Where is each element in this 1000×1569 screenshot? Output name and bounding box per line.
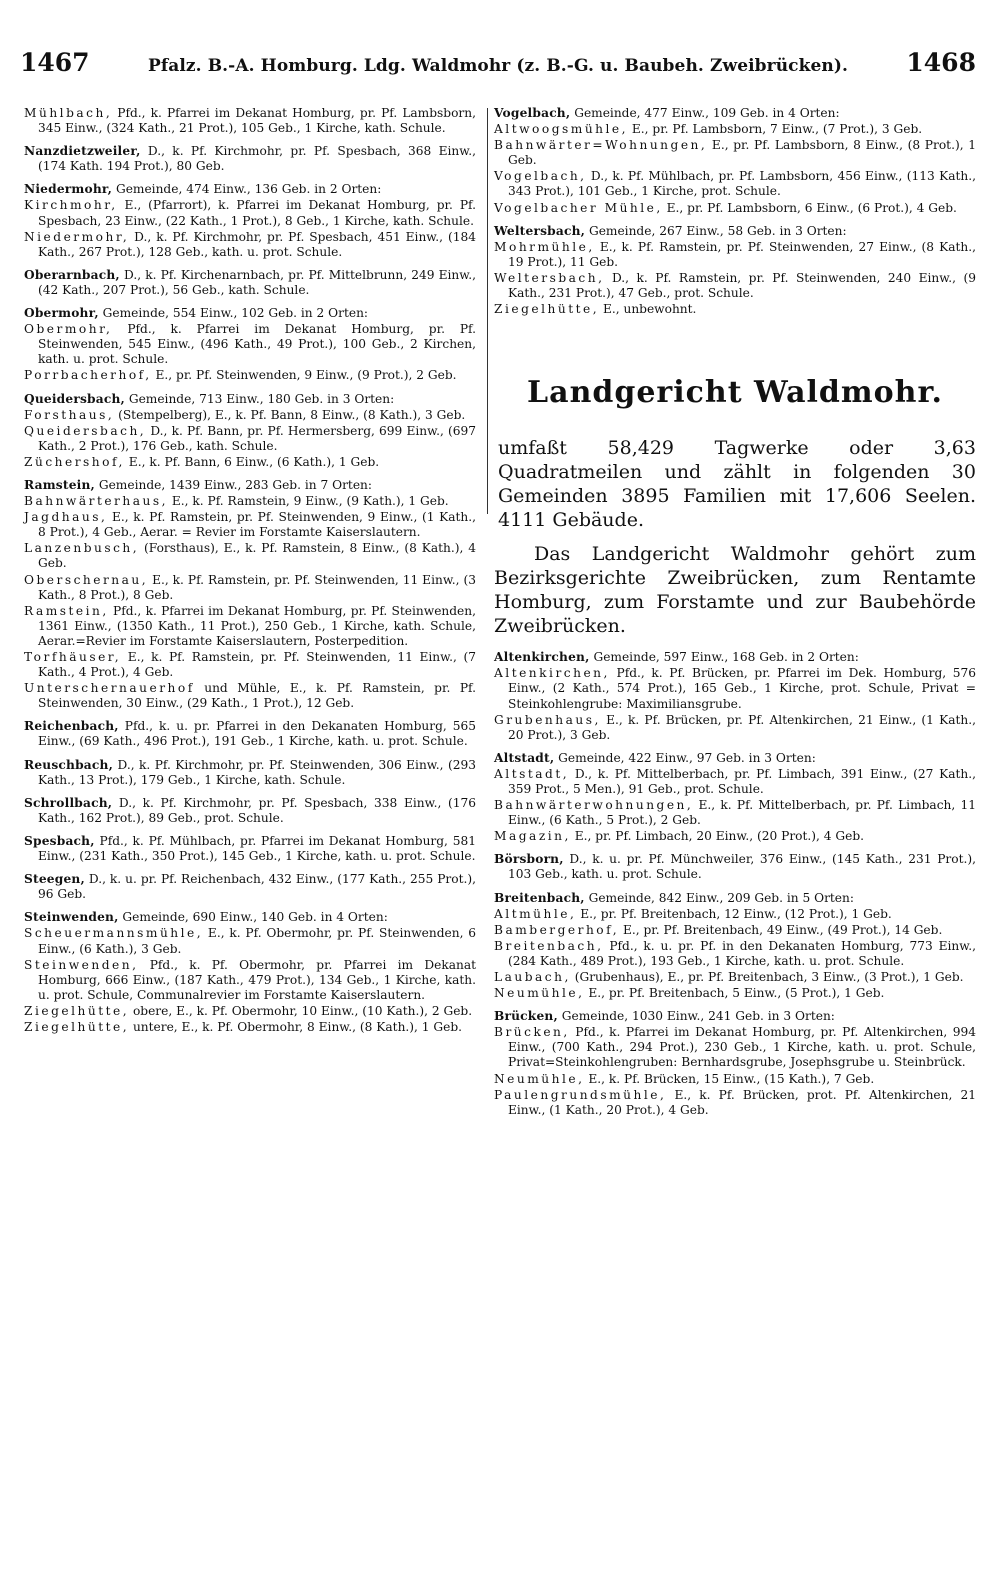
- entry-text: Pfd., k. Pf. Brücken, pr. Pfarrei im Dek. Homburg, 576 Einw., (2 Kath., 574 Prot.), 165 Geb., 1 Kirche, prot. Schule, Privat = Steinkohlengrube: Maximiliansgrube.: [508, 666, 976, 711]
- entry-headword: Mühlbach,: [24, 106, 113, 120]
- entry-text: E., pr. Pf. Breitenbach, 49 Einw., (49 Prot.), 14 Geb.: [619, 922, 943, 937]
- ort-entry: [494, 302, 976, 317]
- entry-text: D., k. u. pr. Pf. Reichenbach, 432 Einw., (177 Kath., 255 Prot.), 96 Geb.: [38, 872, 476, 902]
- entry-headword: Kirchmohr,: [24, 198, 118, 213]
- gemeinde-entry: [24, 268, 476, 298]
- entry-text: E., k. Pf. Ramstein, 9 Einw., (9 Kath.), 1 Geb.: [167, 494, 449, 509]
- ort-entry: [494, 986, 976, 1001]
- entry-headword: Breitenbach,: [494, 938, 604, 953]
- entry-text: E., k. Pf. Ramstein, pr. Pf. Steinwenden, 11 Einw., (7 Kath., 4 Prot.), 4 Geb.: [38, 650, 476, 680]
- entry-text: E., k. Pf. Brücken, 15 Einw., (15 Kath.), 7 Geb.: [584, 1071, 875, 1086]
- entry-text: Gemeinde, 477 Einw., 109 Geb. in 4 Orten:: [570, 106, 840, 120]
- entry-text: Pfd., k. Pf. Mühlbach, pr. Pfarrei im Dekanat Homburg, 581 Einw., (231 Kath., 350 Prot.), 145 Geb., 1 Kirche, kath. u. prot. Schule.: [38, 833, 476, 864]
- gemeinde-entry: [24, 910, 476, 925]
- entry-text: D., k. Pf. Kirchmohr, pr. Pf. Spesbach, 368 Einw., (174 Kath. 194 Prot.), 80 Geb.: [38, 144, 476, 174]
- entry-headword: Mohrmühle,: [494, 239, 595, 254]
- entry-headword: Porrbacherhof,: [24, 368, 152, 383]
- ort-entry: [24, 650, 476, 680]
- ort-entry: [24, 958, 476, 1003]
- ort-entry: [494, 1025, 976, 1070]
- gemeinde-entry: [24, 306, 476, 321]
- entry-headword: Niedermohr,: [24, 182, 113, 197]
- entry-headword: Grubenhaus,: [494, 712, 601, 727]
- gemeinde-entry: [494, 751, 976, 766]
- entry-headword: Steegen,: [24, 872, 85, 887]
- entry-headword: Torfhäuser,: [24, 650, 122, 664]
- entry-headword: Vogelbach,: [494, 169, 587, 184]
- entry-text: E., k. Pf. Brücken, pr. Pf. Altenkirchen, 21 Einw., (1 Kath., 20 Prot.), 3 Geb.: [508, 712, 976, 742]
- entry-headword: Forsthaus,: [24, 407, 115, 422]
- gemeinde-entry: [24, 719, 476, 749]
- ort-entry: [494, 907, 976, 922]
- ort-entry: [24, 322, 476, 367]
- entry-headword: Ziegelhütte,: [24, 1003, 130, 1018]
- entry-text: D., k. Pf. Bann, pr. Pf. Hermersberg, 699 Einw., (697 Kath., 2 Prot.), 176 Geb., kath. Schule.: [38, 423, 476, 453]
- entry-headword: Bambergerhof,: [494, 922, 620, 937]
- entry-text: Pfd., k. u. pr. Pf. in den Dekanaten Homburg, 773 Einw., (284 Kath., 489 Prot.), 193 Geb., 1 Kirche, kath. u. prot. Schule.: [508, 938, 976, 968]
- intro-paragraph-1: umfaßt 58,429 Tagwerke oder 3,63 Quadratmeilen und zählt in folgenden 30 Gemeinden 3895 Familien mit 17,606 Seelen. 4111 Gebäude.: [498, 437, 976, 532]
- entry-text: D., k. u. pr. Pf. Münchweiler, 376 Einw., (145 Kath., 231 Prot.), 103 Geb., kath. u. prot. Schule.: [508, 852, 976, 882]
- entry-text: untere, E., k. Pf. Obermohr, 8 Einw., (8 Kath.), 1 Geb.: [129, 1019, 463, 1034]
- ort-entry: [494, 666, 976, 711]
- entry-headword: Queidersbach,: [24, 423, 147, 438]
- entry-text: Gemeinde, 422 Einw., 97 Geb. in 3 Orten:: [554, 750, 816, 765]
- gemeinde-entry: [24, 834, 476, 864]
- gemeinde-entry: [494, 224, 976, 239]
- gemeinde-entry: [494, 106, 976, 121]
- entry-headword: Unterschernauerhof: [24, 681, 195, 696]
- entry-text: E., k. Pf. Obermohr, pr. Pf. Steinwenden, 6 Einw., (6 Kath.), 3 Geb.: [38, 926, 476, 956]
- entry-headword: Ziegelhütte,: [494, 302, 600, 317]
- entry-headword: Paulengrundsmühle,: [494, 1087, 667, 1102]
- ort-entry: [24, 408, 476, 423]
- ort-entry: [24, 455, 476, 470]
- entry-text: E., k. Pf. Mittelberbach, pr. Pf. Limbach, 11 Einw., (6 Kath., 5 Prot.), 2 Geb.: [508, 798, 976, 828]
- entry-headword: Weltersbach,: [494, 223, 586, 238]
- entry-text: E., pr. Pf. Breitenbach, 12 Einw., (12 Prot.), 1 Geb.: [576, 906, 892, 921]
- entry-headword: Brücken,: [494, 1025, 570, 1040]
- gemeinde-entry: [24, 872, 476, 902]
- entry-text: Pfd., k. Pfarrei im Dekanat Homburg, pr. Pf. Lambsborn, 345 Einw., (324 Kath., 21 Prot.), 105 Geb., 1 Kirche, kath. Schule.: [38, 106, 476, 136]
- entry-headword: Lanzenbusch,: [24, 541, 140, 556]
- entry-headword: Altenkirchen,: [494, 650, 590, 665]
- entry-text: Pfd., k. u. pr. Pfarrei in den Dekanaten Homburg, 565 Einw., (69 Kath., 496 Prot.), 191 Geb., 1 Kirche, kath. u. prot. Schule.: [38, 719, 476, 749]
- entry-text: E., pr. Pf. Steinwenden, 9 Einw., (9 Prot.), 2 Geb.: [151, 368, 457, 383]
- entry-headword: Neumühle,: [494, 1071, 585, 1086]
- entry-text: Gemeinde, 842 Einw., 209 Geb. in 5 Orten:: [584, 890, 854, 905]
- entry-headword: Jagdhaus,: [24, 510, 108, 525]
- page-number-left: 1467: [20, 48, 90, 77]
- section-intro: [494, 436, 976, 638]
- entry-headword: Obermohr,: [24, 322, 113, 337]
- entry-text: Gemeinde, 690 Einw., 140 Geb. in 4 Orten:: [118, 910, 388, 925]
- entry-text: obere, E., k. Pf. Obermohr, 10 Einw., (10 Kath.), 2 Geb.: [129, 1003, 473, 1018]
- entry-text: Gemeinde, 597 Einw., 168 Geb. in 2 Orten:: [589, 650, 859, 665]
- gemeinde-entry: [24, 144, 476, 174]
- entry-text: D., k. Pf. Kirchmohr, pr. Pf. Spesbach, 338 Einw., (176 Kath., 162 Prot.), 89 Geb., prot. Schule.: [38, 795, 476, 825]
- entry-headword: Oberschernau,: [24, 572, 149, 587]
- ort-entry: [24, 106, 476, 136]
- ort-entry: [24, 198, 476, 228]
- entry-text: (Grubenhaus), E., pr. Pf. Breitenbach, 3 Einw., (3 Prot.), 1 Geb.: [570, 970, 964, 984]
- entry-text: Gemeinde, 554 Einw., 102 Geb. in 2 Orten:: [98, 306, 369, 321]
- entry-headword: Nanzdietzweiler,: [24, 144, 141, 159]
- entry-text: Pfd., k. Pfarrei im Dekanat Homburg, pr. Pf. Altenkirchen, 994 Einw., (700 Kath., 294 Prot.), 230 Geb., 1 Kirche, kath. u. prot. Schule, Privat=Steinkohlengruben: Bernhardsgrube, Josephsgrube u. Steinbrück.: [508, 1025, 976, 1070]
- entry-headword: Altenkirchen,: [494, 666, 610, 681]
- entry-text: Gemeinde, 1030 Einw., 241 Geb. in 3 Orten:: [557, 1009, 835, 1024]
- entry-headword: Ramstein,: [24, 477, 95, 492]
- ort-entry: [24, 926, 476, 956]
- entry-text: Gemeinde, 713 Einw., 180 Geb. in 3 Orten:: [124, 391, 395, 406]
- entry-headword: Spesbach,: [24, 833, 95, 848]
- entry-text: E., (Pfarrort), k. Pfarrei im Dekanat Homburg, pr. Pf. Spesbach, 23 Einw., (22 Kath., 1 Prot.), 8 Geb., 1 Kirche, kath. Schule.: [38, 198, 476, 228]
- entry-headword: Oberarnbach,: [24, 267, 120, 282]
- entry-text: Gemeinde, 1439 Einw., 283 Geb. in 7 Orten:: [94, 477, 372, 492]
- entry-text: E., pr. Pf. Limbach, 20 Einw., (20 Prot.), 4 Geb.: [570, 829, 865, 844]
- entry-headword: Altwoogsmühle,: [494, 122, 628, 137]
- entry-text: D., k. Pf. Kirchmohr, pr. Pf. Steinwenden, 306 Einw., (293 Kath., 13 Prot.), 179 Geb., 1 Kirche, kath. Schule.: [38, 757, 476, 787]
- entry-headword: Altstadt,: [494, 750, 555, 765]
- entry-text: E., k. Pf. Bann, 6 Einw., (6 Kath.), 1 Geb.: [124, 454, 380, 469]
- entry-headword: Reichenbach,: [24, 719, 119, 734]
- entry-headword: Vogelbach,: [494, 106, 571, 120]
- entry-headword: Laubach,: [494, 970, 571, 984]
- entry-text: E., k. Pf. Ramstein, pr. Pf. Steinwenden, 9 Einw., (1 Kath., 8 Prot.), 4 Geb., Aerar. = Revier im Forstamte Kaiserslautern.: [38, 510, 476, 540]
- entry-text: D., k. Pf. Kirchenarnbach, pr. Pf. Mittelbrunn, 249 Einw., (42 Kath., 207 Prot.), 56 Geb., kath. Schule.: [38, 267, 476, 297]
- entry-headword: Reuschbach,: [24, 757, 114, 772]
- gemeinde-entry: [24, 392, 476, 407]
- ort-entry: [494, 829, 976, 844]
- ort-entry: [494, 970, 976, 985]
- gemeinde-entry: [24, 796, 476, 826]
- ort-entry: [494, 713, 976, 743]
- entry-text: E., pr. Pf. Lambsborn, 7 Einw., (7 Prot.), 3 Geb.: [628, 122, 923, 137]
- entry-text: D., k. Pf. Ramstein, pr. Pf. Steinwenden, 240 Einw., (9 Kath., 231 Prot.), 47 Geb., prot. Schule.: [508, 270, 976, 301]
- section-title: Landgericht Waldmohr.: [527, 375, 943, 411]
- ort-entry: [494, 201, 976, 216]
- entry-headword: Breitenbach,: [494, 890, 585, 905]
- entry-text: Gemeinde, 474 Einw., 136 Geb. in 2 Orten:: [112, 182, 382, 197]
- entry-text: Pfd., k. Pfarrei im Dekanat Homburg, pr. Pf. Steinwenden, 1361 Einw., (1350 Kath., 11 Prot.), 250 Geb., 1 Kirche, kath. Schule, Aerar.=Revier im Forstamte Kaiserslautern, Posterpedition.: [38, 603, 476, 648]
- page-number-right: 1468: [906, 48, 976, 77]
- entry-headword: Börsborn,: [494, 852, 564, 867]
- entry-text: Pfd., k. Pf. Obermohr, pr. Pfarrei im Dekanat Homburg, 666 Einw., (187 Kath., 479 Prot.), 134 Geb., 1 Kirche, kath. u. prot. Schule, Communalrevier im Forstamte Kaiserslautern.: [38, 957, 476, 1002]
- entry-text: und Mühle, E., k. Pf. Ramstein, pr. Pf. Steinwenden, 30 Einw., (29 Kath., 1 Prot.), 12 Geb.: [38, 681, 476, 711]
- entry-text: E., pr. Pf. Lambsborn, 8 Einw., (8 Prot.), 1 Geb.: [508, 138, 976, 168]
- ort-entry: [24, 573, 476, 603]
- ort-entry: [24, 510, 476, 540]
- entry-text: Gemeinde, 267 Einw., 58 Geb. in 3 Orten:: [585, 223, 847, 238]
- ort-entry: [494, 923, 976, 938]
- entry-text: Pfd., k. Pfarrei im Dekanat Homburg, pr. Pf. Steinwenden, 545 Einw., (496 Kath., 49 Prot.), 100 Geb., 2 Kirchen, kath. u. prot. Schule.: [38, 322, 476, 367]
- entry-headword: Züchershof,: [24, 454, 125, 469]
- entry-headword: Brücken,: [494, 1009, 558, 1024]
- entry-headword: Ziegelhütte,: [24, 1019, 130, 1034]
- gemeinde-entry: [24, 182, 476, 197]
- entry-text: E., k. Pf. Brücken, prot. Pf. Altenkirchen, 21 Einw., (1 Kath., 20 Prot.), 4 Geb.: [508, 1087, 976, 1117]
- ort-entry: [24, 681, 476, 711]
- entry-text: E., k. Pf. Ramstein, pr. Pf. Steinwenden, 11 Einw., (3 Kath., 8 Prot.), 8 Geb.: [38, 572, 476, 602]
- right-column: [494, 106, 976, 1119]
- ort-entry: [24, 424, 476, 454]
- entry-headword: Steinwenden,: [24, 957, 139, 972]
- ort-entry: [494, 122, 976, 137]
- ort-entry: [494, 138, 976, 168]
- entry-headword: Queidersbach,: [24, 391, 125, 406]
- entry-headword: Magazin,: [494, 829, 571, 844]
- entry-headword: Vogelbacher Mühle,: [494, 200, 663, 215]
- gemeinde-entry: [24, 758, 476, 788]
- ort-entry: [24, 494, 476, 509]
- ort-entry: [24, 1020, 476, 1035]
- gemeinde-entry: [494, 650, 976, 665]
- right-column-bottom-entries: [494, 650, 976, 1118]
- ort-entry: [494, 271, 976, 301]
- gemeinde-entry: [494, 852, 976, 882]
- entry-text: D., k. Pf. Mühlbach, pr. Pf. Lambsborn, 456 Einw., (113 Kath., 343 Prot.), 101 Geb., 1 Kirche, prot. Schule.: [508, 169, 976, 199]
- ort-entry: [24, 604, 476, 649]
- running-title: Pfalz. B.-A. Homburg. Ldg. Waldmohr (z. B.-G. u. Baubeh. Zweibrücken).: [147, 56, 849, 76]
- ort-entry: [494, 939, 976, 969]
- entry-headword: Obermohr,: [24, 306, 99, 321]
- running-head: [20, 48, 976, 88]
- ort-entry: [24, 230, 476, 260]
- entry-headword: Bahnwärterhaus,: [24, 494, 168, 509]
- entry-headword: Steinwenden,: [24, 910, 119, 925]
- entry-headword: Altstadt,: [494, 766, 570, 781]
- entry-headword: Niedermohr,: [24, 229, 130, 244]
- entry-text: E., pr. Pf. Lambsborn, 6 Einw., (6 Prot.), 4 Geb.: [662, 200, 957, 215]
- entry-headword: Ramstein,: [24, 603, 109, 618]
- entry-headword: Schrollbach,: [24, 795, 113, 810]
- gemeinde-entry: [494, 891, 976, 906]
- entry-text: (Stempelberg), E., k. Pf. Bann, 8 Einw., (8 Kath.), 3 Geb.: [114, 407, 466, 422]
- entry-headword: Neumühle,: [494, 986, 585, 1001]
- column-divider: [487, 108, 488, 514]
- ort-entry: [494, 240, 976, 270]
- entry-headword: Altmühle,: [494, 906, 577, 921]
- gemeinde-entry: [24, 478, 476, 493]
- left-column: [24, 106, 476, 1036]
- entry-headword: Bahnwärterwohnungen,: [494, 798, 694, 813]
- intro-paragraph-2: Das Landgericht Waldmohr gehört zum Bezirksgerichte Zweibrücken, zum Rentamte Homburg, zum Forstamte und zur Baubehörde Zweibrücken.: [494, 543, 976, 638]
- entry-text: D., k. Pf. Kirchmohr, pr. Pf. Spesbach, 451 Einw., (184 Kath., 267 Prot.), 128 Geb., kath. u. prot. Schule.: [38, 229, 476, 259]
- right-column-top-entries: [494, 106, 976, 317]
- gemeinde-entry: [494, 1009, 976, 1024]
- entry-headword: Scheuermannsmühle,: [24, 926, 204, 941]
- entry-text: (Forsthaus), E., k. Pf. Ramstein, 8 Einw., (8 Kath.), 4 Geb.: [38, 541, 476, 571]
- ort-entry: [24, 368, 476, 383]
- ort-entry: [494, 1088, 976, 1118]
- ort-entry: [494, 798, 976, 828]
- ort-entry: [24, 1004, 476, 1019]
- entry-text: D., k. Pf. Mittelberbach, pr. Pf. Limbach, 391 Einw., (27 Kath., 359 Prot., 5 Men.), 91 Geb., prot. Schule.: [508, 766, 976, 796]
- ort-entry: [24, 541, 476, 571]
- entry-text: E., unbewohnt.: [599, 302, 697, 317]
- entry-text: E., pr. Pf. Breitenbach, 5 Einw., (5 Prot.), 1 Geb.: [584, 986, 885, 1001]
- entry-text: E., k. Pf. Ramstein, pr. Pf. Steinwenden, 27 Einw., (8 Kath., 19 Prot.), 11 Geb.: [508, 239, 976, 269]
- ort-entry: [494, 1072, 976, 1087]
- ort-entry: [494, 767, 976, 797]
- ort-entry: [494, 169, 976, 199]
- entry-headword: Weltersbach,: [494, 270, 605, 285]
- entry-headword: Bahnwärter=Wohnungen,: [494, 138, 708, 153]
